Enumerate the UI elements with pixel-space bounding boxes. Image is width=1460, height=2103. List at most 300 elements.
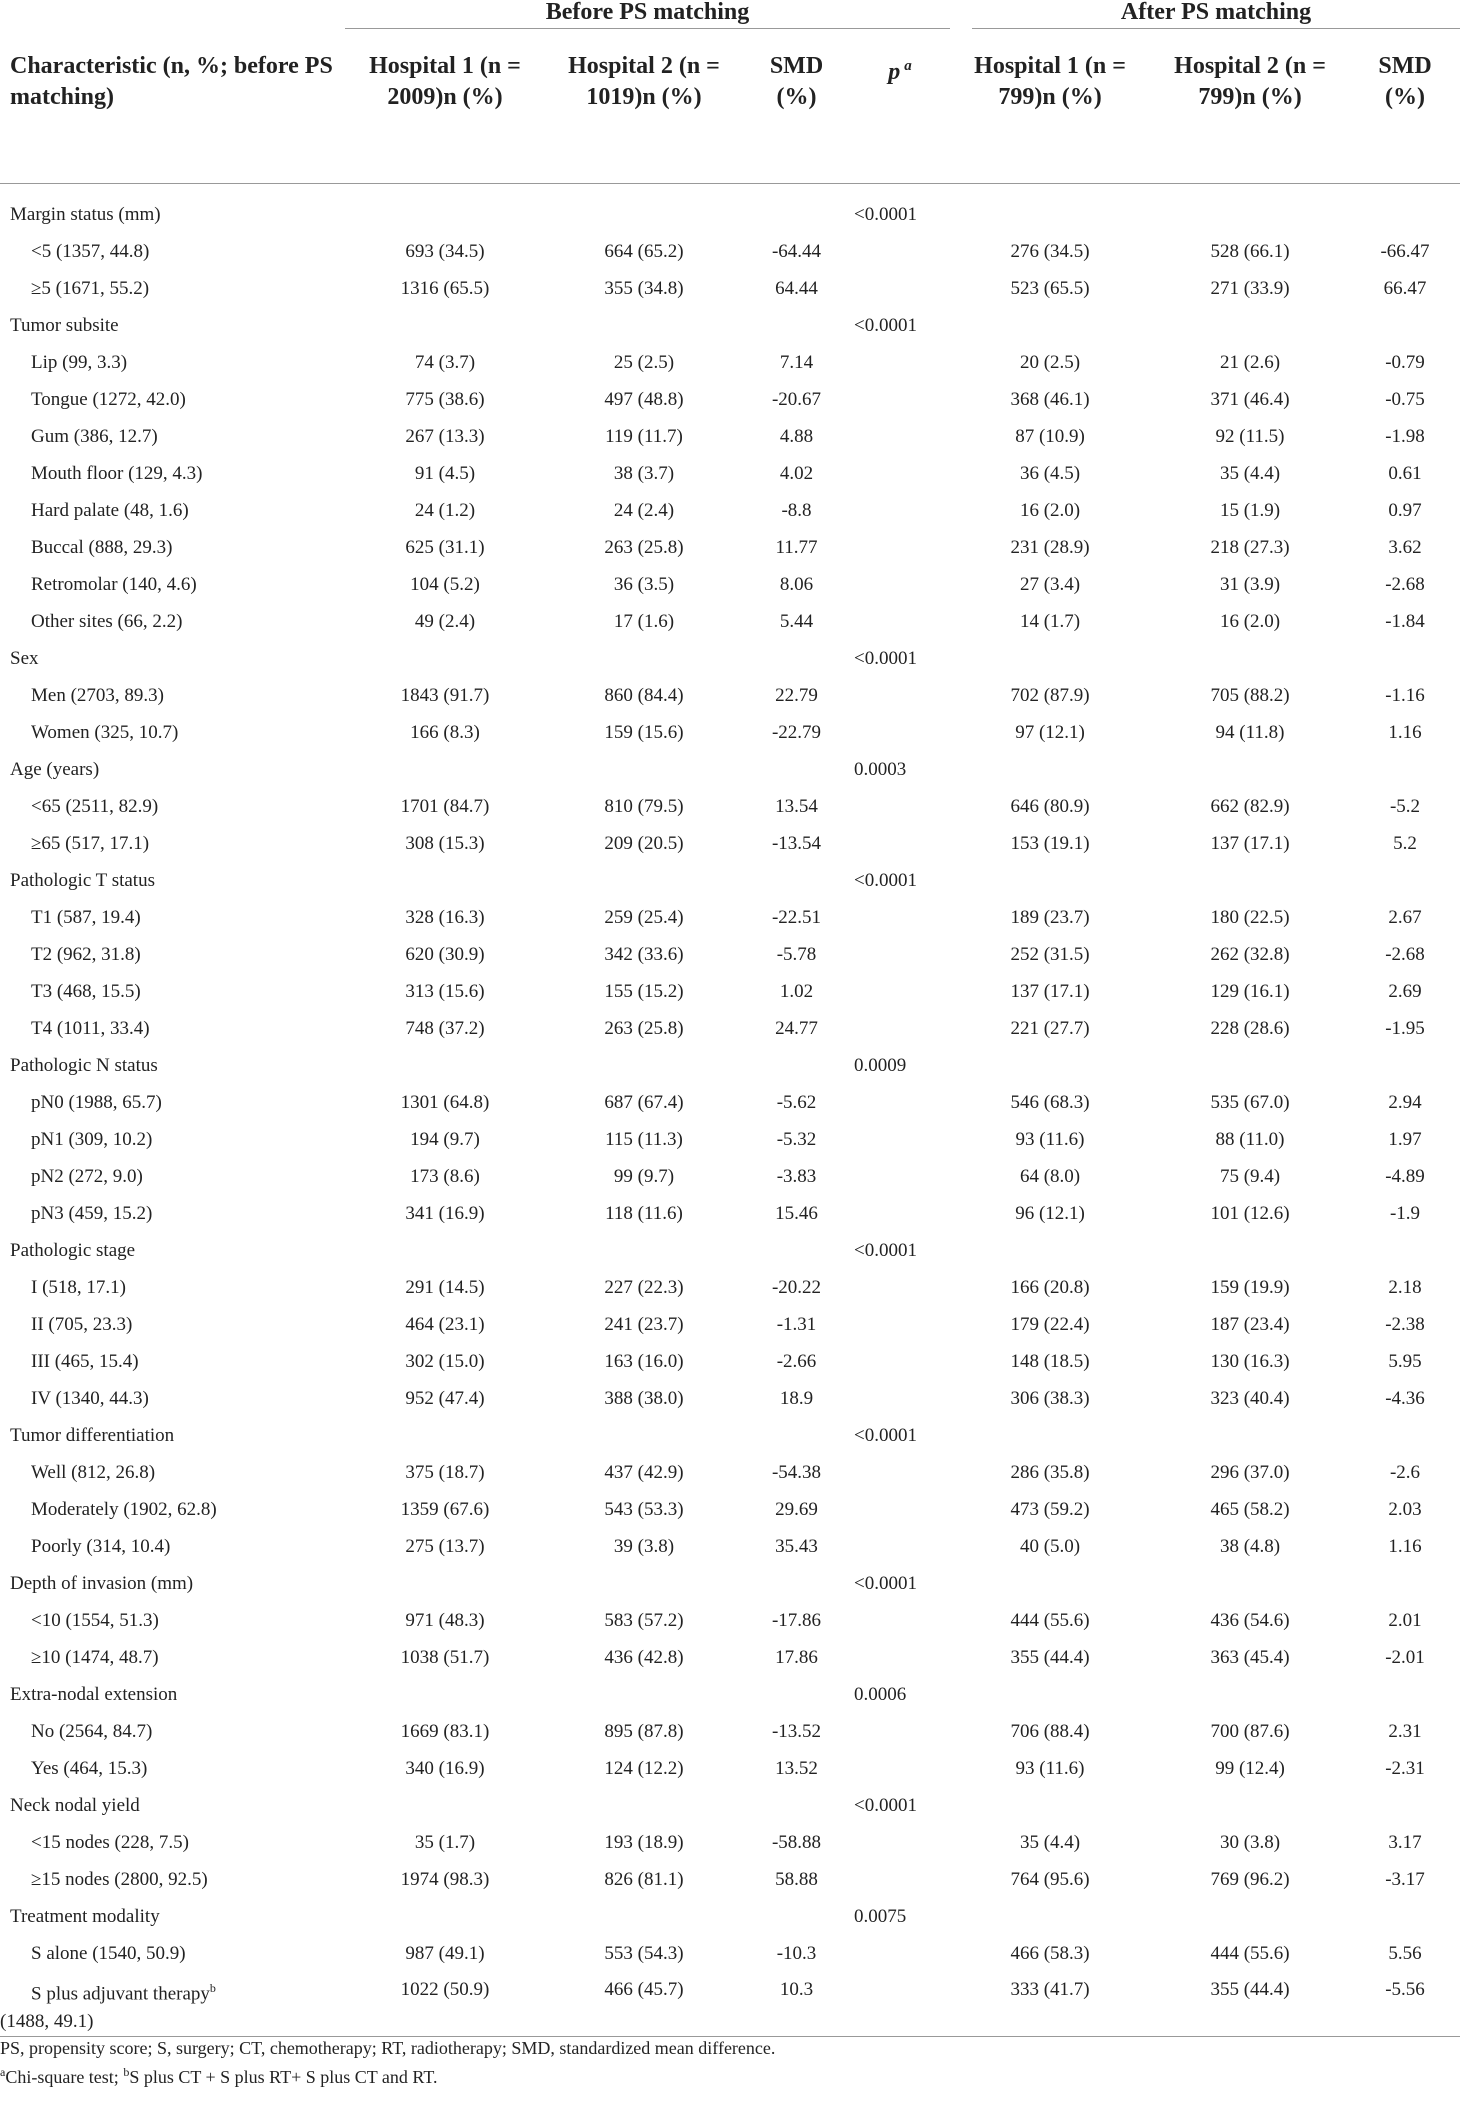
table-row [0,492,1460,529]
table-row [0,1121,1460,1158]
cell-hospital1-before: 194 (9.7) [410,1128,480,1150]
footnote-b-text: S plus CT + S plus RT+ S plus CT and RT. [129,2067,438,2087]
cell-smd-before [743,1232,850,1269]
label-text: S alone (1540, 50.9) [31,1942,186,1964]
cell-hospital2-before: 436 (42.8) [604,1646,684,1668]
cell-hospital2-after: 436 (54.6) [1210,1609,1290,1631]
category-row [0,1676,1460,1713]
cell-hospital1-after: 221 (27.7) [1010,1017,1090,1039]
cell-hospital2-before [545,1898,743,1935]
cell-p-value [850,1491,950,1528]
cell-smd-before: 7.14 [779,351,814,373]
cell-hospital2-after: 75 (9.4) [1219,1165,1281,1187]
cell-hospital2-before: 860 (84.4) [604,684,684,706]
label-text: Depth of invasion (mm) [10,1572,194,1594]
cell-hospital1-after: 35 (4.4) [1019,1831,1081,1853]
table-row [0,455,1460,492]
label-text: Other sites (66, 2.2) [31,610,183,632]
cell-hospital2-after: 271 (33.9) [1210,277,1290,299]
cell-smd-after: 2.31 [1388,1720,1422,1742]
cell-hospital2-before: 553 (54.3) [604,1942,684,1964]
header-smd-before: SMD (%) [743,33,850,184]
cell-p-value [850,1084,950,1121]
cell-smd-before: 1.02 [779,980,814,1002]
cell-hospital2-after: 528 (66.1) [1210,240,1290,262]
cell-hospital1-before: 1843 (91.7) [400,684,490,706]
row-label [0,1528,345,1565]
cell-smd-after: 3.17 [1388,1831,1422,1853]
cell-smd-after: -4.36 [1385,1387,1425,1409]
cell-p-value [850,973,950,1010]
cell-smd-before: 17.86 [775,1646,818,1668]
cell-hospital1-after: 546 (68.3) [1010,1091,1090,1113]
label-text: Mouth floor (129, 4.3) [31,462,203,484]
cell-hospital1-after: 333 (41.7) [950,1972,1150,2037]
header-hospital1-before: Hospital 1 (n = 2009)n (%) [345,33,545,184]
cell-smd-after: -1.9 [1389,1202,1421,1224]
cell-hospital1-after: 646 (80.9) [1010,795,1090,817]
cell-smd-before [743,1565,850,1602]
cell-smd-after: 1.16 [1388,1535,1422,1557]
cell-hospital1-after: 64 (8.0) [1019,1165,1081,1187]
cell-hospital1-before: 340 (16.9) [405,1757,485,1779]
cell-hospital2-before: 259 (25.4) [604,906,684,928]
cell-hospital1-before: 375 (18.7) [405,1461,485,1483]
cell-hospital1-after: 93 (11.6) [1015,1128,1085,1150]
cell-hospital1-after: 523 (65.5) [1010,277,1090,299]
cell-hospital2-after: 363 (45.4) [1210,1646,1290,1668]
label-text: Moderately (1902, 62.8) [31,1498,217,1520]
cell-p-value: 0.0006 [854,1683,907,1705]
cell-p-value [850,1454,950,1491]
category-label [0,1898,345,1935]
label-text: Men (2703, 89.3) [31,684,164,706]
cell-hospital1-after: 702 (87.9) [1010,684,1090,706]
cell-hospital2-before [545,862,743,899]
cell-hospital2-after [1150,640,1350,677]
cell-p-value [850,1528,950,1565]
cell-hospital1-after: 27 (3.4) [1019,573,1081,595]
cell-smd-before: 22.79 [775,684,818,706]
cell-hospital2-after: 88 (11.0) [1215,1128,1285,1150]
label-text: Hard palate (48, 1.6) [31,499,189,521]
cell-smd-before [743,1047,850,1084]
cell-smd-before: -54.38 [771,1461,822,1483]
cell-smd-after: -1.84 [1385,610,1425,632]
cell-p-value [850,270,950,307]
cell-smd-after [1350,1787,1460,1824]
cell-smd-before: -64.44 [771,240,822,262]
table-row [0,1602,1460,1639]
cell-smd-after: -2.38 [1385,1313,1425,1335]
cell-hospital2-after: 705 (88.2) [1210,684,1290,706]
cell-p-value [850,344,950,381]
cell-hospital2-after: 94 (11.8) [1215,721,1285,743]
cell-hospital2-before: 810 (79.5) [604,795,684,817]
cell-p-value [850,418,950,455]
cell-hospital2-before: 99 (9.7) [613,1165,675,1187]
label-text: I (518, 17.1) [31,1276,126,1298]
cell-hospital2-after: 129 (16.1) [1210,980,1290,1002]
label-text: Pathologic T status [10,869,155,891]
header-p-footnote-mark: a [904,58,912,74]
cell-hospital1-before: 313 (15.6) [405,980,485,1002]
cell-hospital2-before: 342 (33.6) [604,943,684,965]
cell-smd-before [743,1898,850,1935]
row-label [0,1824,345,1861]
cell-p-value [850,233,950,270]
cell-p-value [850,936,950,973]
cell-p-value [850,1713,950,1750]
cell-p-value [850,492,950,529]
cell-hospital1-after: 355 (44.4) [1010,1646,1090,1668]
cell-p-value: 0.0009 [854,1054,907,1076]
category-row [0,1232,1460,1269]
row-label [0,1861,345,1898]
cell-smd-after [1350,1565,1460,1602]
row-label [0,1750,345,1787]
cell-hospital2-before: 163 (16.0) [604,1350,684,1372]
cell-p-value [850,529,950,566]
cell-smd-after: -0.75 [1385,388,1425,410]
cell-smd-after [1350,1898,1460,1935]
category-label [0,1047,345,1084]
cell-hospital1-before [345,1676,545,1713]
cell-hospital1-before: 625 (31.1) [405,536,485,558]
label-text: pN2 (272, 9.0) [31,1165,143,1187]
cell-hospital1-before: 49 (2.4) [414,610,476,632]
table-row [0,1158,1460,1195]
cell-hospital2-before [545,1787,743,1824]
header-hospital2-before: Hospital 2 (n = 1019)n (%) [545,33,743,184]
table-row [0,270,1460,307]
header-p-value [850,33,950,184]
label-text: <10 (1554, 51.3) [31,1609,159,1631]
label-text: Pathologic N status [10,1054,158,1076]
cell-smd-before: 15.46 [775,1202,818,1224]
cell-hospital1-before: 1359 (67.6) [400,1498,490,1520]
cell-hospital2-after: 187 (23.4) [1210,1313,1290,1335]
cell-hospital1-after: 16 (2.0) [1019,499,1081,521]
category-label [0,1565,345,1602]
table-row [0,1639,1460,1676]
cell-hospital1-after: 252 (31.5) [1010,943,1090,965]
row-label [0,1935,345,1972]
cell-hospital1-before: 302 (15.0) [405,1350,485,1372]
cell-smd-after: -5.2 [1389,795,1421,817]
row-label [0,677,345,714]
cell-smd-after: -2.6 [1389,1461,1421,1483]
label-text: Buccal (888, 29.3) [31,536,173,558]
cell-smd-before: -5.62 [776,1091,817,1113]
cell-smd-before: -17.86 [771,1609,822,1631]
cell-hospital2-after: 30 (3.8) [1219,1831,1281,1853]
cell-hospital2-after: 15 (1.9) [1219,499,1281,521]
cell-hospital1-before: 275 (13.7) [405,1535,485,1557]
cell-hospital2-after: 180 (22.5) [1210,906,1290,928]
cell-hospital1-after: 466 (58.3) [1010,1942,1090,1964]
table-row [0,1084,1460,1121]
cell-hospital1-after: 137 (17.1) [1010,980,1090,1002]
cell-hospital2-after [1150,751,1350,788]
cell-hospital2-after [1150,1565,1350,1602]
cell-hospital1-before: 464 (23.1) [405,1313,485,1335]
header-characteristic: Characteristic (n, %; before PS matching) [0,33,345,184]
cell-smd-after: 5.2 [1393,832,1417,854]
category-row [0,640,1460,677]
row-label [0,936,345,973]
cell-smd-before: -13.52 [771,1720,822,1742]
cell-smd-after: -1.98 [1385,425,1425,447]
cell-hospital2-before: 193 (18.9) [604,1831,684,1853]
footnote-b-mark: b [123,2065,130,2079]
cell-hospital2-before: 497 (48.8) [604,388,684,410]
cell-p-value: <0.0001 [854,1794,917,1816]
footnote-a-text: Chi-square test; [5,2067,124,2087]
cell-smd-after [1350,751,1460,788]
cell-hospital2-before: 25 (2.5) [613,351,675,373]
column-header-row [0,33,1460,184]
table-row [0,566,1460,603]
category-row [0,751,1460,788]
cell-hospital2-after [1150,1898,1350,1935]
category-label [0,307,345,344]
cell-hospital2-after [1150,1417,1350,1454]
cell-hospital1-before: 91 (4.5) [414,462,476,484]
cell-hospital1-before: 1669 (83.1) [400,1720,490,1742]
row-label [0,1491,345,1528]
row-label [0,381,345,418]
label-text: Yes (464, 15.3) [31,1757,148,1779]
cell-hospital1-after: 306 (38.3) [1010,1387,1090,1409]
cell-hospital2-before: 39 (3.8) [613,1535,675,1557]
cell-hospital2-before: 388 (38.0) [604,1387,684,1409]
table-row [0,233,1460,270]
cell-smd-after: 2.69 [1388,980,1422,1002]
cell-hospital2-before: 155 (15.2) [604,980,684,1002]
table-row [0,1491,1460,1528]
row-label [0,1010,345,1047]
cell-hospital1-after [950,1787,1150,1824]
row-label [0,1269,345,1306]
cell-hospital2-before: 118 (11.6) [605,1202,683,1224]
category-label [0,862,345,899]
label-text: Neck nodal yield [10,1794,140,1816]
cell-hospital2-after: 662 (82.9) [1210,795,1290,817]
cell-hospital2-before: 355 (34.8) [604,277,684,299]
cell-p-value [850,1195,950,1232]
cell-hospital2-after [1150,196,1350,233]
cell-hospital2-after [1150,1232,1350,1269]
cell-p-value: 0.0075 [854,1905,907,1927]
header-hospital2-after: Hospital 2 (n = 799)n (%) [1150,33,1350,184]
cell-hospital2-before: 36 (3.5) [613,573,675,595]
cell-smd-after: -2.68 [1385,943,1425,965]
cell-p-value [850,677,950,714]
cell-hospital2-after: 130 (16.3) [1210,1350,1290,1372]
label-text: pN3 (459, 15.2) [31,1202,153,1224]
cell-p-value [850,1380,950,1417]
cell-smd-after [1350,1047,1460,1084]
cell-p-value [850,1972,950,2037]
row-label [0,788,345,825]
cell-hospital2-after: 101 (12.6) [1210,1202,1290,1224]
cell-hospital1-after: 368 (46.1) [1010,388,1090,410]
row-label [0,1306,345,1343]
cell-hospital1-before [345,1898,545,1935]
table-row [0,1195,1460,1232]
cell-smd-before: -2.66 [776,1350,817,1372]
cell-smd-after: -2.01 [1385,1646,1425,1668]
cell-p-value [850,455,950,492]
cell-hospital1-before: 971 (48.3) [405,1609,485,1631]
category-row [0,307,1460,344]
cell-p-value [850,1824,950,1861]
cell-hospital2-before: 543 (53.3) [604,1498,684,1520]
cell-smd-before: 64.44 [775,277,818,299]
label-text: No (2564, 84.7) [31,1720,153,1742]
table-row [0,529,1460,566]
footnotes [0,2036,1460,2089]
cell-hospital2-before: 583 (57.2) [604,1609,684,1631]
cell-hospital2-before: 687 (67.4) [604,1091,684,1113]
cell-hospital1-after: 179 (22.4) [1010,1313,1090,1335]
cell-hospital1-after [950,1417,1150,1454]
cell-p-value [850,788,950,825]
cell-hospital2-after: 31 (3.9) [1219,573,1281,595]
cell-hospital1-before: 952 (47.4) [405,1387,485,1409]
cell-hospital2-after: 228 (28.6) [1210,1017,1290,1039]
cell-hospital1-before [345,196,545,233]
cell-p-value: 0.0003 [854,758,907,780]
cell-hospital2-after: 16 (2.0) [1219,610,1281,632]
cell-smd-before: 4.02 [779,462,814,484]
table-row [0,1972,1460,2037]
cell-hospital1-before: 104 (5.2) [410,573,480,595]
table-row [0,1935,1460,1972]
cell-hospital1-before: 24 (1.2) [414,499,476,521]
row-label [0,1639,345,1676]
cell-hospital1-after: 93 (11.6) [1015,1757,1085,1779]
cell-hospital2-before: 826 (81.1) [604,1868,684,1890]
cell-p-value [850,825,950,862]
cell-hospital1-after [950,307,1150,344]
row-label [0,714,345,751]
label-text: IV (1340, 44.3) [31,1387,149,1409]
row-label [0,1121,345,1158]
cell-smd-before: -20.67 [771,388,822,410]
row-label [0,270,345,307]
cell-hospital2-before [545,196,743,233]
cell-p-value: <0.0001 [854,869,917,891]
cell-hospital2-before: 115 (11.3) [605,1128,683,1150]
category-row [0,196,1460,233]
cell-smd-before: 11.77 [775,536,818,558]
cell-hospital1-before: 620 (30.9) [405,943,485,965]
table-row [0,1528,1460,1565]
cell-hospital2-after: 535 (67.0) [1210,1091,1290,1113]
label-footnote-mark: b [209,1981,216,1995]
cell-hospital1-before: 35 (1.7) [414,1831,476,1853]
cell-hospital1-before [345,1047,545,1084]
row-label [0,344,345,381]
cell-p-value [850,1158,950,1195]
cell-hospital2-after: 465 (58.2) [1210,1498,1290,1520]
cell-hospital2-after: 38 (4.8) [1219,1535,1281,1557]
cell-hospital1-after: 148 (18.5) [1010,1350,1090,1372]
group-before-label: Before PS matching [345,0,950,29]
cell-smd-before [743,196,850,233]
cell-p-value [850,1750,950,1787]
cell-smd-before: 24.77 [775,1017,818,1039]
row-label [0,1972,345,2037]
cell-smd-before: -1.31 [776,1313,817,1335]
cell-hospital1-after: 286 (35.8) [1010,1461,1090,1483]
label-text: pN0 (1988, 65.7) [31,1091,162,1113]
cell-smd-before: 13.54 [775,795,818,817]
cell-hospital2-before: 227 (22.3) [604,1276,684,1298]
category-row [0,1565,1460,1602]
cell-hospital2-before [545,1417,743,1454]
cell-hospital1-after: 231 (28.9) [1010,536,1090,558]
cell-hospital1-before: 1022 (50.9) [345,1972,545,2037]
cell-smd-before: -13.54 [771,832,822,854]
label-text: Well (812, 26.8) [31,1461,156,1483]
cell-hospital1-before: 341 (16.9) [405,1202,485,1224]
cell-p-value [850,714,950,751]
cell-smd-after: -4.89 [1385,1165,1425,1187]
cell-smd-before: -22.79 [771,721,822,743]
cell-hospital1-after: 764 (95.6) [1010,1868,1090,1890]
cell-hospital2-after: 218 (27.3) [1210,536,1290,558]
cell-hospital2-before [545,1047,743,1084]
cell-hospital1-after [950,1047,1150,1084]
cell-p-value [850,899,950,936]
row-label [0,1380,345,1417]
cell-p-value: <0.0001 [854,1424,917,1446]
cell-hospital1-after [950,862,1150,899]
cell-hospital2-after: 700 (87.6) [1210,1720,1290,1742]
table-row [0,1861,1460,1898]
cell-hospital1-before [345,1787,545,1824]
cell-smd-after [1350,640,1460,677]
group-after-label: After PS matching [972,0,1460,29]
cell-smd-before [743,862,850,899]
cell-hospital2-after [1150,862,1350,899]
label-text: ≥65 (517, 17.1) [31,832,150,854]
cell-smd-after [1350,862,1460,899]
cell-hospital1-before [345,1417,545,1454]
header-p-label: p [888,59,901,85]
cell-hospital1-after [950,1676,1150,1713]
cell-hospital1-before: 173 (8.6) [410,1165,480,1187]
cell-smd-before [743,1676,850,1713]
category-label [0,1417,345,1454]
cell-smd-after: 0.61 [1388,462,1422,484]
category-row [0,1417,1460,1454]
cell-hospital2-before: 24 (2.4) [613,499,675,521]
cell-smd-before: -5.78 [776,943,817,965]
table-row [0,936,1460,973]
cell-hospital1-after [950,640,1150,677]
row-label [0,418,345,455]
label-text: Pathologic stage [10,1239,136,1261]
cell-smd-after: 1.16 [1388,721,1422,743]
cell-smd-before: 58.88 [775,1868,818,1890]
cell-hospital2-before: 263 (25.8) [604,1017,684,1039]
cell-p-value [850,566,950,603]
cell-p-value [850,1343,950,1380]
